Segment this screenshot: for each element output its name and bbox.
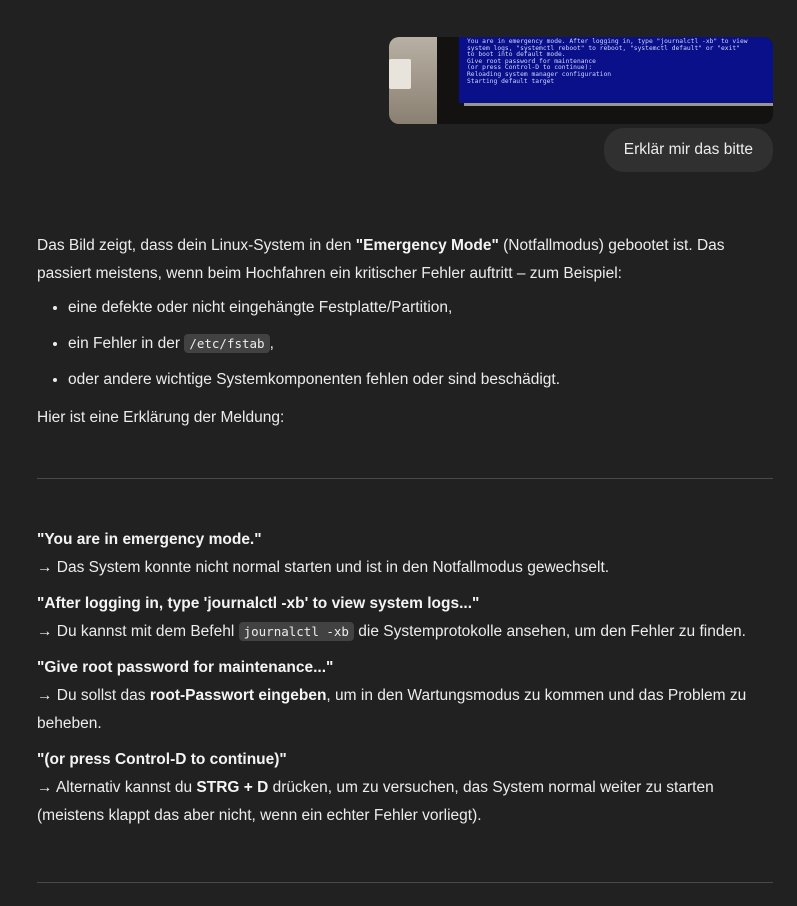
explanation-title: "After logging in, type 'journalctl -xb' to view system logs..."	[37, 595, 480, 612]
explanation-text: drücken, um zu versuchen, das System normal weiter zu starten (meistens klappt das aber nicht, wenn ein echter Fehler vorliegt).	[37, 779, 714, 824]
explanation-text: , um in den Wartungsmodus zu kommen und das Problem zu beheben.	[37, 687, 747, 732]
explanation-text: → Das System konnte nicht normal starten und ist in den Notfallmodus gewechselt.	[37, 559, 610, 576]
image-socket	[389, 59, 411, 89]
explanation-text: → Du sollst das	[37, 687, 150, 704]
image-screen-text: You are in emergency mode. After logging in, type "journalctl -xb" to view system logs, "systemctl reboot" to reboot, "systemctl default" or "exit" to boot into default mode. Give root password for maintenance (or press Control-D to continue): Reloading system manager configuration Starting default target	[459, 37, 773, 103]
inline-code: /etc/fstab	[184, 334, 269, 353]
explanation-title: "Give root password for maintenance..."	[37, 659, 334, 676]
lead-paragraph: Hier ist eine Erklärung der Meldung:	[37, 409, 285, 426]
user-message-bubble: Erklär mir das bitte	[604, 128, 773, 172]
list-item-text: oder andere wichtige Systemkomponenten fehlen oder sind beschädigt.	[68, 371, 561, 388]
explanation-bold: root-Passwort eingeben	[149, 687, 327, 704]
assistant-response	[37, 232, 773, 883]
list-item-text: ein Fehler in der	[68, 335, 185, 352]
attached-image[interactable]	[389, 37, 773, 124]
intro-paragraph	[37, 232, 773, 288]
list-item-text: eine defekte oder nicht eingehängte Festplatte/Partition,	[68, 299, 453, 316]
explanation-text: → Alternativ kannst du	[37, 779, 197, 796]
image-screen-edge	[464, 103, 773, 106]
explanation-title: "(or press Control-D to continue)"	[37, 751, 287, 768]
explanation-item	[37, 590, 773, 646]
explanation-text: die Systemprotokolle ansehen, um den Fehler zu finden.	[353, 623, 746, 640]
intro-bold: "Emergency Mode"	[355, 237, 499, 254]
explanation-bold: STRG + D	[196, 779, 269, 796]
list-item	[68, 366, 773, 394]
intro-text: Das Bild zeigt, dass dein Linux-System in den	[37, 237, 356, 254]
divider	[37, 882, 773, 883]
intro-text-end: (Notfallmodus) gebootet ist. Das passiert meistens, wenn beim Hochfahren ein kritischer Fehler auftritt – zum Beispiel:	[37, 237, 725, 282]
list-item	[68, 330, 773, 358]
explanation-title: "You are in emergency mode."	[37, 531, 262, 548]
explanation-item	[37, 746, 773, 830]
list-item	[68, 294, 773, 322]
list-item-text: ,	[269, 335, 274, 352]
explanation-item	[37, 526, 773, 582]
cause-list	[37, 294, 773, 394]
explanation-item	[37, 654, 773, 738]
explanation-text: → Du kannst mit dem Befehl	[37, 623, 239, 640]
inline-code: journalctl -xb	[239, 622, 354, 641]
